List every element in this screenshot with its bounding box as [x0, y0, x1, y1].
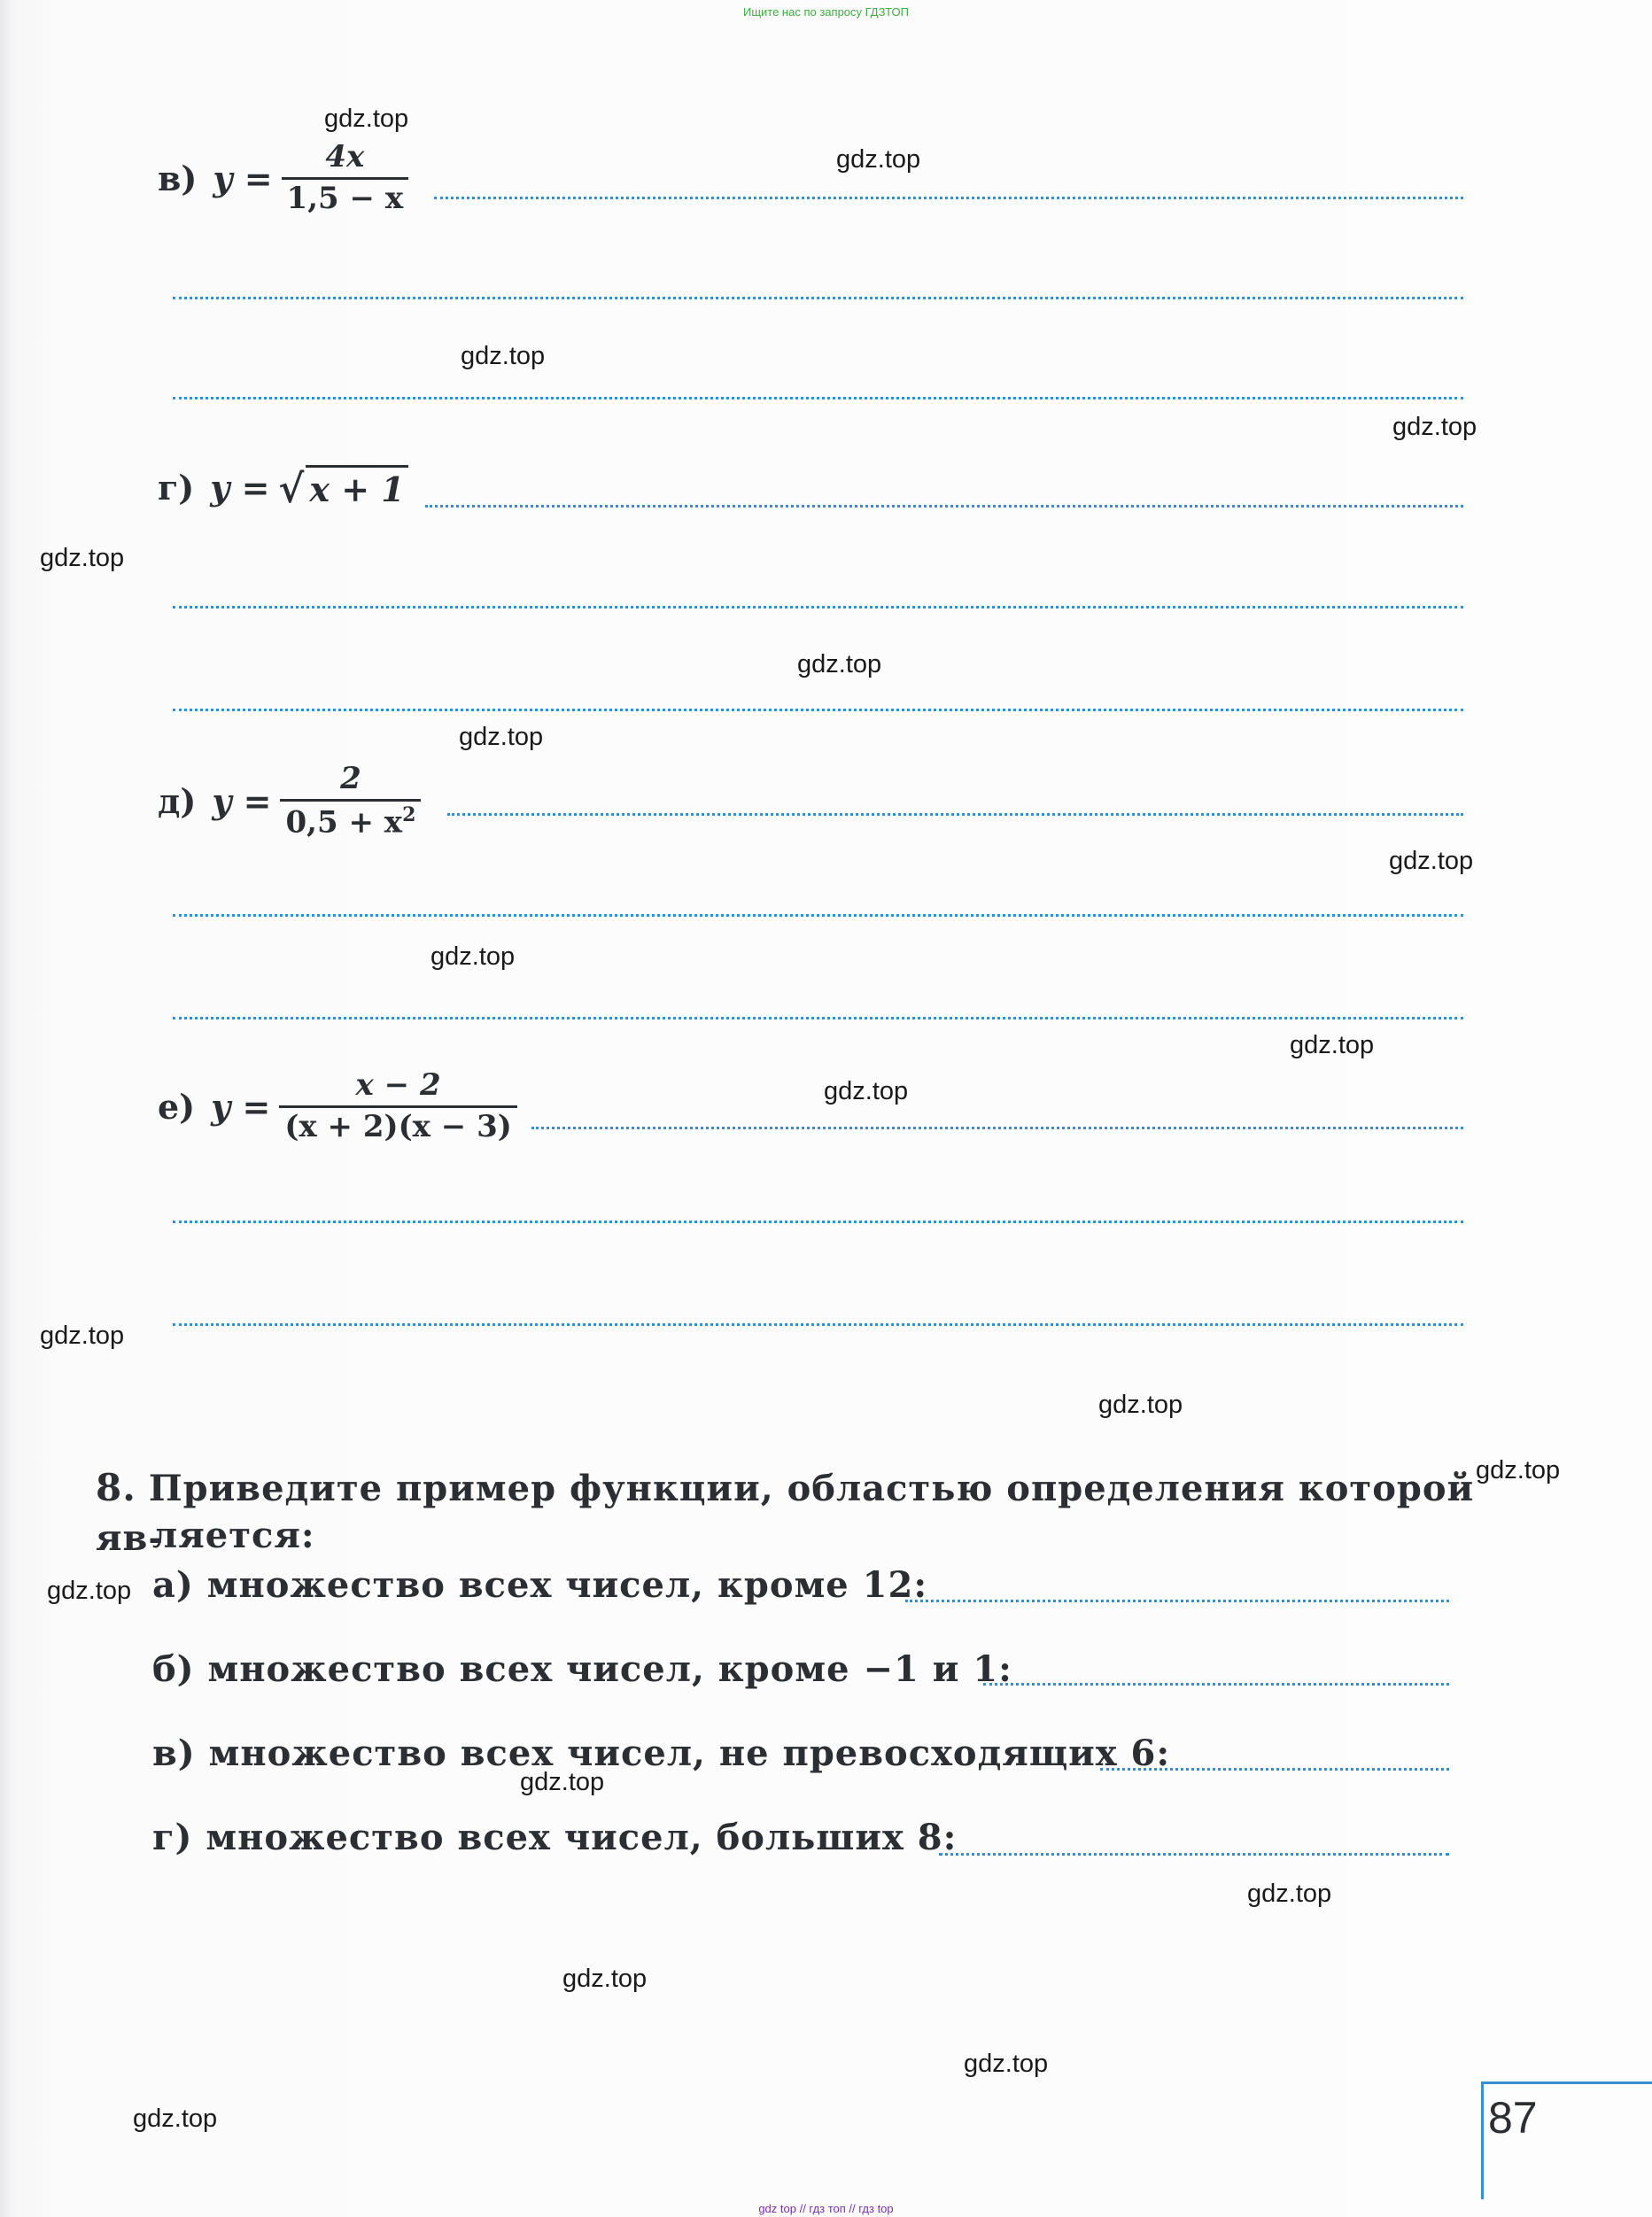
- answer-line[interactable]: [173, 1221, 1463, 1223]
- item-e-label: е): [158, 1086, 196, 1127]
- page-number: 87: [1488, 2093, 1538, 2143]
- watermark: gdz.top: [1392, 413, 1477, 441]
- task-8-number: 8.: [96, 1466, 136, 1509]
- item-v-numerator: 4x: [325, 139, 365, 174]
- answer-line[interactable]: [983, 1683, 1449, 1686]
- task-8-text-line2: ляется:: [152, 1515, 315, 1556]
- item-d-den-base: 0,5 + x: [285, 804, 403, 841]
- item-d-label: д): [158, 780, 197, 821]
- watermark: gdz.top: [324, 105, 409, 133]
- watermark: gdz.top: [1098, 1391, 1183, 1419]
- item-v-denominator: 1,5 − x: [282, 177, 409, 215]
- item-d-fraction: [280, 761, 421, 841]
- watermark: gdz.top: [461, 342, 546, 370]
- answer-line[interactable]: [939, 1853, 1449, 1856]
- watermark: gdz.top: [133, 2105, 218, 2133]
- top-banner[interactable]: Ищите нас по запросу ГДЗТОП: [742, 5, 909, 19]
- task-8-item-b: б) множество всех чисел, кроме −1 и 1:: [152, 1648, 1012, 1690]
- item-e: [158, 1067, 517, 1144]
- answer-line[interactable]: [905, 1600, 1449, 1602]
- task-8-item-a: а) множество всех чисел, кроме 12:: [152, 1564, 928, 1606]
- task-8-text-line1: Приведите пример функции, областью определения которой яв-: [96, 1468, 1475, 1559]
- watermark: gdz.top: [430, 942, 516, 971]
- item-e-denominator: (x + 2)(x − 3): [279, 1105, 517, 1143]
- task-8-item-g: г) множество всех чисел, больших 8:: [152, 1817, 958, 1858]
- answer-line[interactable]: [173, 397, 1463, 399]
- sqrt-icon: √: [278, 467, 305, 512]
- answer-line[interactable]: [1100, 1768, 1449, 1771]
- item-g-radicand: x + 1: [306, 465, 407, 509]
- item-e-y: y =: [211, 1086, 271, 1127]
- watermark: gdz.top: [1247, 1880, 1332, 1908]
- item-v-y: y =: [213, 158, 273, 198]
- item-d-y: y =: [212, 780, 272, 821]
- watermark: gdz.top: [562, 1965, 648, 1993]
- item-v-fraction: [282, 139, 409, 216]
- watermark: gdz.top: [40, 544, 125, 572]
- watermark: gdz.top: [520, 1768, 605, 1796]
- watermark: gdz.top: [1290, 1031, 1375, 1059]
- item-v: [158, 139, 408, 216]
- answer-line[interactable]: [173, 1323, 1463, 1326]
- watermark: gdz.top: [40, 1322, 125, 1350]
- answer-line[interactable]: [173, 709, 1463, 711]
- task-8-item-v: в) множество всех чисел, не превосходящих 6:: [152, 1733, 1171, 1774]
- item-e-fraction: [279, 1067, 517, 1144]
- watermark: gdz.top: [1389, 847, 1474, 875]
- answer-line[interactable]: [173, 914, 1463, 917]
- answer-line[interactable]: [531, 1127, 1463, 1129]
- watermark: gdz.top: [797, 650, 882, 678]
- watermark: gdz.top: [824, 1077, 909, 1105]
- answer-line[interactable]: [434, 197, 1463, 199]
- item-g-y: y =: [210, 467, 270, 508]
- item-d-den-exp: 2: [402, 802, 416, 826]
- item-d-numerator: 2: [340, 761, 361, 796]
- item-g-label: г): [158, 467, 195, 508]
- bottom-banner[interactable]: gdz top // гдз топ // гдз top: [758, 2202, 894, 2215]
- answer-line[interactable]: [173, 297, 1463, 299]
- item-v-label: в): [158, 158, 198, 198]
- item-d-denominator: [280, 799, 421, 839]
- item-g: [158, 465, 408, 512]
- answer-line[interactable]: [173, 1017, 1463, 1019]
- watermark: gdz.top: [459, 723, 544, 751]
- watermark: gdz.top: [1476, 1456, 1561, 1484]
- answer-line[interactable]: [447, 813, 1463, 816]
- answer-line[interactable]: [425, 505, 1463, 508]
- item-g-sqrt: [278, 465, 407, 512]
- item-d: [158, 761, 421, 841]
- watermark: gdz.top: [47, 1577, 132, 1605]
- watermark: gdz.top: [836, 145, 921, 174]
- item-e-numerator: x − 2: [355, 1067, 441, 1103]
- answer-line[interactable]: [173, 606, 1463, 609]
- watermark: gdz.top: [964, 2050, 1049, 2078]
